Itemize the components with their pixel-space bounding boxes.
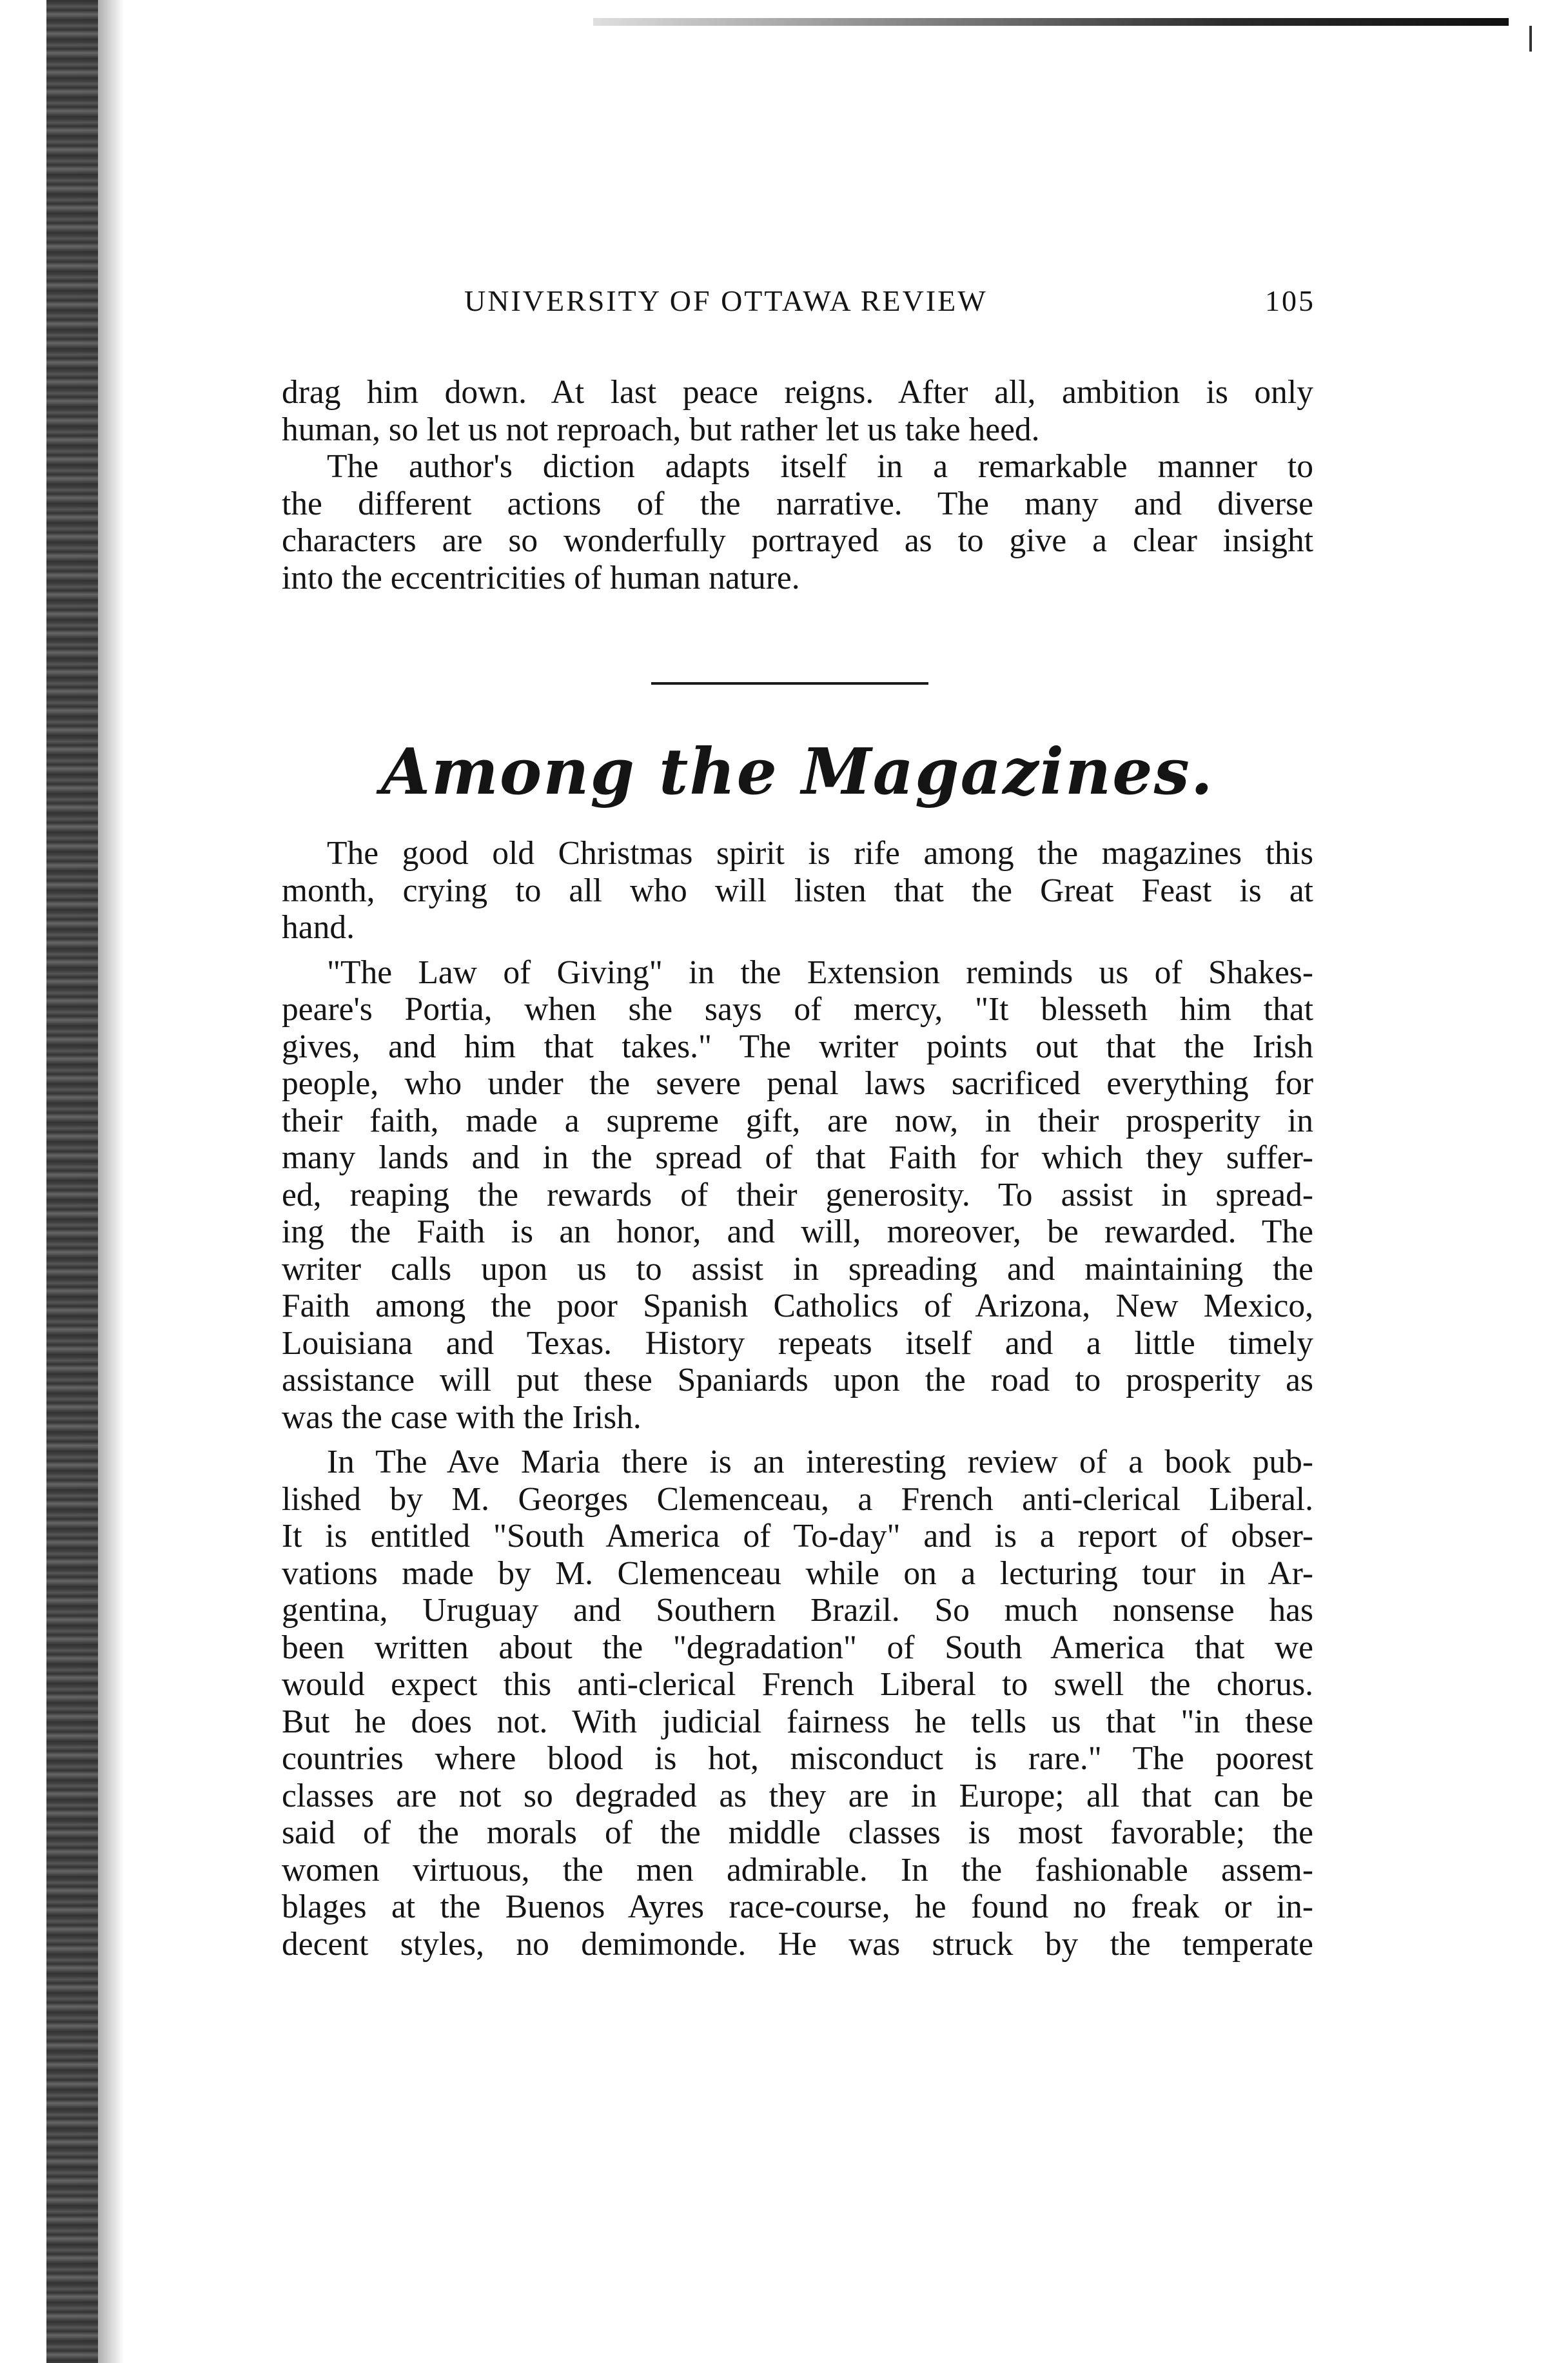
text-line: decent styles, no demimonde. He was struck by the temperate xyxy=(282,1925,1313,1963)
text-line: assistance will put these Spaniards upon the road to prosperity as xyxy=(282,1362,1313,1398)
scan-binding-edge xyxy=(46,0,98,2363)
text-line: peare's Portia, when she says of mercy, "It blesseth him that xyxy=(282,991,1313,1028)
continued-review-text xyxy=(282,374,1313,596)
text-line: gives, and him that takes." The writer points out that the Irish xyxy=(282,1028,1313,1065)
text-line: vations made by M. Clemenceau while on a lecturing tour in Ar- xyxy=(282,1554,1313,1592)
scan-top-edge xyxy=(593,18,1509,26)
text-line: was the case with the Irish. xyxy=(282,1398,642,1436)
text-line: characters are so wonderfully portrayed as to give a clear insight xyxy=(282,522,1313,559)
text-line: countries where blood is hot, misconduct is rare." The poorest xyxy=(282,1740,1313,1777)
text-line: writer calls upon us to assist in spreading and maintaining the xyxy=(282,1250,1313,1288)
magazines-article-text xyxy=(282,835,1313,1963)
text-line: lished by M. Georges Clemenceau, a French anti-clerical Liberal. xyxy=(282,1480,1313,1518)
text-line: many lands and in the spread of that Faith for which they suffer- xyxy=(282,1139,1313,1176)
text-line: Louisiana and Texas. History repeats itself and a little timely xyxy=(282,1324,1313,1362)
scan-corner-mark xyxy=(1529,26,1532,52)
text-line: month, crying to all who will listen that the Great Feast is at xyxy=(282,872,1313,909)
text-line: human, so let us not reproach, but rather let us take heed. xyxy=(282,411,1040,448)
text-line: gentina, Uruguay and Southern Brazil. So much nonsense has xyxy=(282,1592,1313,1629)
text-line: The author's diction adapts itself in a remarkable manner to xyxy=(327,448,1313,485)
text-line: been written about the "degradation" of South America that we xyxy=(282,1629,1313,1666)
text-line: "The Law of Giving" in the Extension reminds us of Shakes- xyxy=(327,954,1313,991)
text-line: ed, reaping the rewards of their generosity. To assist in spread- xyxy=(282,1176,1313,1213)
running-head xyxy=(464,284,1315,322)
text-line: The good old Christmas spirit is rife among the magazines this xyxy=(327,835,1313,872)
text-line: blages at the Buenos Ayres race-course, he found no freak or in- xyxy=(282,1888,1313,1925)
text-line: hand. xyxy=(282,909,355,946)
text-line: In The Ave Maria there is an interesting review of a book pub- xyxy=(327,1444,1313,1480)
text-line: would expect this anti-clerical French Liberal to swell the chorus. xyxy=(282,1666,1313,1703)
section-heading: Among the Magazines. xyxy=(381,735,1214,809)
text-line: But he does not. With judicial fairness he tells us that "in these xyxy=(282,1703,1313,1740)
text-line: Faith among the poor Spanish Catholics of Arizona, New Mexico, xyxy=(282,1288,1313,1324)
text-line: said of the morals of the middle classes is most favorable; the xyxy=(282,1814,1313,1851)
section-divider xyxy=(651,682,928,685)
text-line: people, who under the severe penal laws sacrificed everything for xyxy=(282,1065,1313,1102)
text-line: It is entitled "South America of To-day" and is a report of obser- xyxy=(282,1518,1313,1554)
text-line: ing the Faith is an honor, and will, moreover, be rewarded. The xyxy=(282,1213,1313,1250)
text-line: women virtuous, the men admirable. In the fashionable assem- xyxy=(282,1851,1313,1888)
journal-title: UNIVERSITY OF OTTAWA REVIEW xyxy=(464,284,988,317)
page-number: 105 xyxy=(1265,284,1315,317)
text-line: into the eccentricities of human nature. xyxy=(282,559,800,596)
text-line: the different actions of the narrative. The many and diverse xyxy=(282,485,1313,522)
text-line: their faith, made a supreme gift, are now, in their prosperity in xyxy=(282,1102,1313,1139)
text-line: drag him down. At last peace reigns. After all, ambition is only xyxy=(282,374,1313,411)
text-line: classes are not so degraded as they are in Europe; all that can be xyxy=(282,1777,1313,1814)
